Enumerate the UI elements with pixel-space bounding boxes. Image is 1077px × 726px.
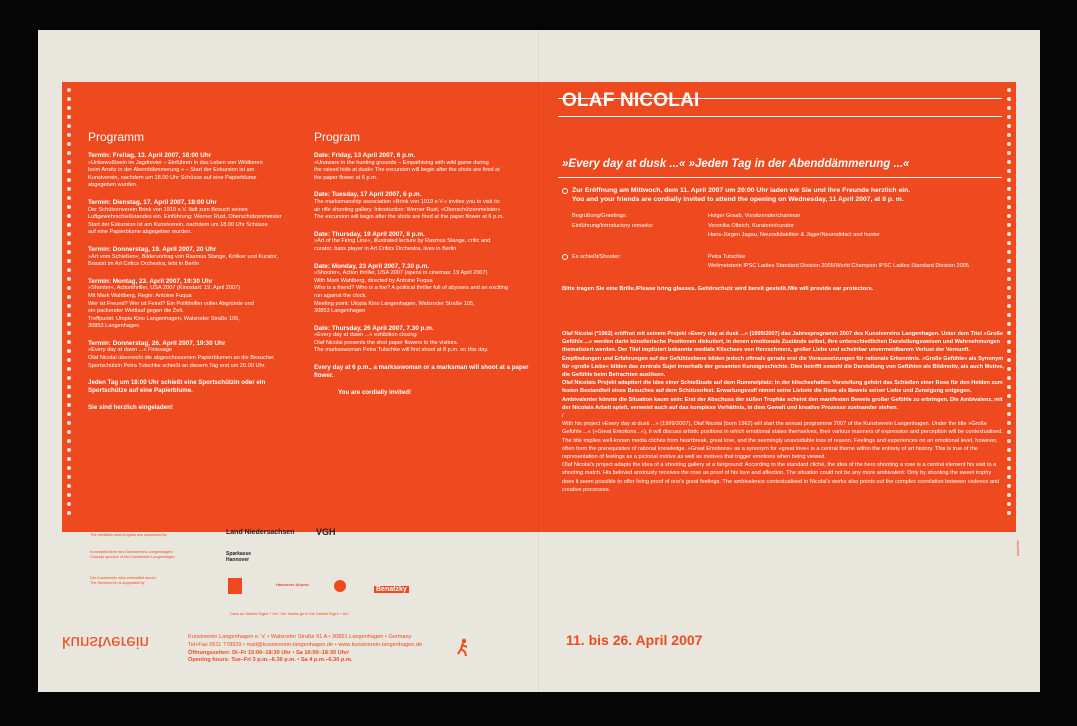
perforation-hole bbox=[67, 250, 71, 254]
perforation-hole bbox=[1007, 313, 1011, 317]
l-logo bbox=[228, 578, 242, 594]
program-heading-de: Programm bbox=[88, 130, 145, 144]
perforation-hole bbox=[1007, 286, 1011, 290]
perforation-hole bbox=[67, 340, 71, 344]
event-line: Luftgewehrschießstandes ein. Einführung: Werner Rust, Oberschützenmeister bbox=[88, 214, 282, 221]
invite-de: Sie sind herzlich eingeladen! bbox=[88, 404, 173, 412]
perforation-hole bbox=[67, 385, 71, 389]
event-de bbox=[88, 278, 298, 331]
perforation-left bbox=[66, 88, 72, 526]
perforation-hole bbox=[67, 232, 71, 236]
event-de bbox=[88, 340, 298, 370]
perforation-hole bbox=[1007, 385, 1011, 389]
event-date: Termin: Montag, 23. April 2007, 19:30 Uhr bbox=[88, 277, 213, 285]
event-line: auf eine Papierblume abgegeben wurden. bbox=[88, 229, 192, 236]
shooter-label: Es schießt/Shooter: bbox=[572, 254, 621, 260]
perforation-hole bbox=[1007, 88, 1011, 92]
perforation-hole bbox=[1007, 466, 1011, 470]
event-date: Date: Tuesday, 17 April 2007, 6 p.m. bbox=[314, 191, 422, 199]
perforation-hole bbox=[1007, 142, 1011, 146]
event-date: Date: Friday, 13 April 2007, 6 p.m. bbox=[314, 152, 416, 159]
perforation-hole bbox=[67, 322, 71, 326]
event-date: Termin: Donnerstag, 19. April 2007, 20 Uhr bbox=[88, 245, 217, 253]
bio-de-1: Olaf Nicolai (*1962) eröffnet mit seinem Projekt »Every day at dusk ...« (1999/2007) das Jahresprogramm 2007 des Kunstvereins Langenhagen. Unter dem Titel »Große Gefühle ...« werden darin künstlerische Positionen diskutiert, in denen emotionale Zustände selbst, ihre unterschiedlichen Darstellungsweisen und Wahrnehmungen thematisiert werden. Der Titel impliziert bekannte mediale Klischees von Herzschmerz, großer Liebe und scheinbar unvermeidbarem Verlust der Vernunft. Empfindungen und Erfahrungen auf der Gefühlsebene bilden jedoch oftmals gerade erst die Voraussetzungen für rationale Erkenntnis. »Große Gefühle« als Synonym für »große Liebe« bilden das zentrale Sujet innerhalb der gesamten Kunstgeschichte. Dies betrifft sowohl die Darstellung von Gefühlen als Bildmotiv, als auch Motive, die Gefühle beim Betrachten auslösen. bbox=[562, 331, 1004, 379]
perforation-hole bbox=[67, 304, 71, 308]
perforation-hole bbox=[1007, 322, 1011, 326]
event-line: the paper flower at 6 p.m. bbox=[314, 174, 378, 181]
perforation-hole bbox=[1007, 430, 1011, 434]
divider bbox=[558, 116, 1002, 117]
address-line: Kunstverein Langenhagen e. V. • Walsroder Straße 91 A • 30851 Langenhagen • Germany bbox=[188, 634, 412, 640]
event-line: the raised hide at dusk« The excursion will begin after the shots are fired at bbox=[314, 167, 500, 174]
event-en bbox=[314, 152, 534, 182]
perforation-hole bbox=[67, 457, 71, 461]
opening-invitation bbox=[562, 186, 1002, 204]
event-line: Kunstverein, nachdem um 18.00 Uhr Schüsse auf eine Papierblume bbox=[88, 174, 257, 181]
perforation-hole bbox=[67, 133, 71, 137]
perforation-hole bbox=[1007, 502, 1011, 506]
event-date: Date: Thursday, 19 April 2007, 8 p.m. bbox=[314, 230, 425, 238]
perforation-hole bbox=[1007, 331, 1011, 335]
greet-label: Begrüßung/Greetings: bbox=[572, 213, 628, 219]
program-heading-en: Program bbox=[314, 130, 361, 144]
perforation-hole bbox=[1007, 277, 1011, 281]
perforation-hole bbox=[67, 475, 71, 479]
perforation-hole bbox=[1007, 421, 1011, 425]
perforation-hole bbox=[1007, 250, 1011, 254]
bio-de-2: Olaf Nicolais Projekt adaptiert die Idee einer Schießbude auf dem Rummelplatz: In der klischeehaften Vorstellung gehört das Schießen einer Rose für den Helden zum festen Bestandteil eines Besuches auf dem Schützenfest. Erwartungsvoll nimmt seine Liebste die Rose als Beweis seiner Liebe und Zuneigung entgegen. Ambivalenter könnte die Situation kaum sein: Erst der Abschuss der süßen Trophäe scheint den manifesten Beweis großer Gefühle zu erbringen. Die Ambivalenz, mit der Nicolais Arbeit spielt, verweist auch auf das komplexe Verhältnis, in dem Gewalt und kreative Prozesse zueinander stehen. bbox=[562, 380, 1003, 411]
event-de bbox=[88, 199, 298, 237]
hours-en: Opening hours: Tue–Fri 3 p.m.–6.30 p.m. • Sa 4 p.m.–6.30 p.m. bbox=[188, 657, 353, 664]
perforation-hole bbox=[67, 142, 71, 146]
perforation-hole bbox=[1007, 178, 1011, 182]
perforation-hole bbox=[1007, 214, 1011, 218]
perforation-hole bbox=[67, 439, 71, 443]
greet-value: Holger Graab, Vorsitzender/chairman bbox=[708, 213, 801, 219]
perforation-hole bbox=[67, 115, 71, 119]
event-line: Wer ist Freund? Wer ist Feind? Ein Politthriller voller Abgründe und bbox=[88, 300, 254, 307]
perforation-hole bbox=[1007, 160, 1011, 164]
land-niedersachsen-logo: Land Niedersachsen bbox=[226, 529, 295, 536]
exhibition-dates: 11. bis 26. April 2007 bbox=[566, 632, 703, 648]
perforation-hole bbox=[67, 367, 71, 371]
perforation-hole bbox=[1007, 511, 1011, 515]
perforation-hole bbox=[1007, 106, 1011, 110]
perforation-hole bbox=[1007, 475, 1011, 479]
perforation-hole bbox=[1007, 295, 1011, 299]
opening-en: You and your friends are cordially invited to attend the opening on Wednesday, 11 April 2007, at 8 p. m. bbox=[572, 196, 904, 203]
perforation-hole bbox=[1007, 340, 1011, 344]
sponsor-label-3-en: The Kunstverein is supported by bbox=[90, 581, 145, 585]
orange-panel bbox=[62, 82, 1016, 532]
perforation-hole bbox=[67, 268, 71, 272]
perforation-hole bbox=[1007, 349, 1011, 353]
event-line: beim Ansitz in der Abenddämmerung « – Start der Exkursion ist am bbox=[88, 167, 255, 174]
sponsor-label-2-en: Concept sponsor of the Kunstverein Langenhagen bbox=[90, 555, 175, 559]
sponsor-label-1-de: Ausstellung und Programm werden gefördert durch/ bbox=[90, 528, 178, 532]
event-line: »Art of the Firing Line«, illustrated lecture by Rasmus Stange, critic and bbox=[314, 238, 491, 245]
event-date: Termin: Donnerstag, 26. April 2007, 19:30 Uhr bbox=[88, 339, 226, 347]
perforation-hole bbox=[67, 313, 71, 317]
perforation-hole bbox=[67, 502, 71, 506]
bio-en-1: With his project »Every day at dusk ...« (1999/2007), Olaf Nicolai (born 1962) will start the annual programme 2007 of the Kunstverein Langenhagen. Under the title »Große Gefühle ...« (»Great Emotions...«), it will discuss artistic positions in which emotional states themselves, their various manners of expression and perception will be contextualised. The title implies well-known media clichés from heartbreak, great love, and the seemingly unavoidable loss of reason. Feelings and experiences on an emotional level, however, often form the prerequisites of rational knowledge. »Great Emotions« as a synonym for »great love« is a central theme within the entirety of art history. This is true of the representation of feelings as a pictorial motive as well as motives that trigger emotions when being viewed. bbox=[562, 421, 1003, 461]
perforation-hole bbox=[1007, 169, 1011, 173]
event-line: 30853 Langenhagen bbox=[88, 323, 140, 330]
kunstverein-wordmark bbox=[62, 632, 182, 652]
event-en bbox=[314, 231, 534, 254]
contact-info bbox=[188, 634, 548, 665]
perforation-hole bbox=[1007, 187, 1011, 191]
sponsor-label-2-de: Konzeptförderer des Kunstvereins Langenhagen/ bbox=[90, 550, 173, 554]
event-date: Termin: Freitag, 13. April 2007, 18:00 Uhr bbox=[88, 152, 212, 159]
vgh-logo: VGH bbox=[316, 527, 336, 537]
airport-logo: Hannover Airport bbox=[276, 582, 309, 587]
sponsor-label-2 bbox=[90, 550, 220, 560]
perforation-hole bbox=[1007, 241, 1011, 245]
perforation-hole bbox=[1007, 376, 1011, 380]
perforation-hole bbox=[67, 169, 71, 173]
event-date: Date: Thursday, 26 April 2007, 7.30 p.m. bbox=[314, 324, 434, 332]
perforation-hole bbox=[1007, 304, 1011, 308]
perforation-hole bbox=[67, 124, 71, 128]
perforation-hole bbox=[1007, 97, 1011, 101]
perforation-hole bbox=[67, 358, 71, 362]
bio-separator: / bbox=[562, 413, 564, 420]
benatzky-logo: Benatzky bbox=[376, 586, 407, 593]
events-en bbox=[314, 152, 534, 355]
perforation-hole bbox=[67, 376, 71, 380]
invite-en: You are cordially invited! bbox=[338, 389, 412, 397]
event-line: »Every day at dawn ...« Finissage bbox=[88, 347, 172, 354]
perforation-hole bbox=[1007, 205, 1011, 209]
perforation-hole bbox=[1007, 115, 1011, 119]
round-logo bbox=[334, 580, 346, 592]
perforation-hole bbox=[67, 97, 71, 101]
perforation-hole bbox=[1007, 439, 1011, 443]
perforation-hole bbox=[67, 403, 71, 407]
event-line: abgegeben wurden. bbox=[88, 182, 138, 189]
event-line: Olaf Nicolai presents the shot paper flowers to the visitors. bbox=[314, 339, 459, 346]
opening-de: Zur Eröffnung am Mittwoch, dem 11. April 2007 um 20:00 Uhr laden wir Sie und Ihre Freunde herzlich ein. bbox=[572, 187, 911, 194]
glasses-note: Bitte tragen Sie eine Brille./Please bring glasses. Gehörschutz wird bereit gestellt./We will provide ear protectors. bbox=[562, 286, 874, 292]
event-de bbox=[88, 152, 298, 190]
intro-label: Einführung/Introductory remarks: bbox=[572, 223, 654, 229]
intro-value-1: Veronika Olbrich, Kuratorin/curator bbox=[708, 223, 794, 229]
event-de bbox=[88, 246, 298, 269]
event-line: The marksswoman Petra Tutschke will first shoot at 8 p.m. on this day. bbox=[314, 347, 489, 354]
perforation-hole bbox=[67, 223, 71, 227]
event-en bbox=[314, 325, 534, 355]
event-line: Der Schützenverein Brink von 1919 e.V. lädt zum Besuch seines bbox=[88, 206, 248, 213]
event-line: With Mark Wahlberg, directed by Antoine Fuqua bbox=[314, 277, 433, 284]
bullet-icon bbox=[562, 254, 568, 260]
perforation-hole bbox=[67, 277, 71, 281]
perforation-hole bbox=[1007, 448, 1011, 452]
event-line: Sportschützin Petra Tutschke schießt an diesem Tag erst um 20.00 Uhr. bbox=[88, 362, 266, 369]
daily-note-de: Jeden Tag um 18:00 Uhr schießt eine Sportschützin oder ein Sportschütze auf eine Papierblume. bbox=[88, 379, 266, 394]
program-column-de bbox=[88, 130, 298, 422]
perforation-hole bbox=[67, 466, 71, 470]
perforation-hole bbox=[1007, 484, 1011, 488]
event-line: Start der Exkursion ist am Kunstverein, nachdem um 18.00 Uhr Schüsse bbox=[88, 221, 268, 228]
event-line: Meeting point: Utopia Kino Langenhagen, Walsroder Straße 105, bbox=[314, 300, 475, 307]
event-line: Who is a friend? Who is a foe? A political thriller full of abysses and an exciting bbox=[314, 285, 509, 292]
perforation-hole bbox=[67, 178, 71, 182]
intro-value-2: Hans-Jürgen Jagau, Neurodidaktiker & Jäger/Neurodidact and hunter bbox=[708, 232, 880, 238]
perforation-hole bbox=[1007, 232, 1011, 236]
shooter-value-1: Petra Tutschke bbox=[708, 254, 746, 260]
sponsor-label-1-en: The exhibition and program are sponsored by bbox=[90, 533, 167, 537]
event-line: The excursion will begin after the shots are fired at the paper flower at 6 p.m. bbox=[314, 214, 504, 221]
perforation-hole bbox=[67, 295, 71, 299]
perforation-hole bbox=[67, 241, 71, 245]
perforation-hole bbox=[1007, 412, 1011, 416]
event-line: »Unbewußtsein im Jagdrevier – Einführen in das Leben von Wildtieren bbox=[88, 159, 263, 166]
perforation-right bbox=[1006, 88, 1012, 526]
sponsor-label-1 bbox=[90, 528, 220, 538]
event-date: Date: Monday, 23 April 2007, 7.30 p.m. bbox=[314, 262, 430, 270]
perforation-hole bbox=[1007, 403, 1011, 407]
perforation-hole bbox=[1007, 133, 1011, 137]
perforation-hole bbox=[1007, 196, 1011, 200]
perforation-hole bbox=[67, 493, 71, 497]
event-line: »Shooter«, Action thriller, USA 2007 (opens in cinemas: 19 April 2007) bbox=[314, 270, 488, 277]
perforation-hole bbox=[1007, 358, 1011, 362]
project-text bbox=[562, 330, 1004, 494]
event-line: The marksmanship association »Brink von 1919 e.V.« invites you to visit its bbox=[314, 198, 500, 205]
perforation-hole bbox=[67, 331, 71, 335]
perforation-hole bbox=[1007, 394, 1011, 398]
wordmark-text: kunstverein bbox=[62, 633, 149, 652]
event-line: Mit Mark Wahlberg, Regie: Antoine Fuqua bbox=[88, 292, 192, 299]
perforation-hole bbox=[67, 106, 71, 110]
divider bbox=[558, 177, 1002, 178]
perforation-hole bbox=[1007, 124, 1011, 128]
perforation-hole bbox=[67, 448, 71, 452]
hours-de: Öffnungszeiten: Di–Fr 15:00–18:30 Uhr • Sa 16:00–18:30 Uhr/ bbox=[188, 649, 349, 656]
event-line: »Every day at dawn ...« exhibition closing bbox=[314, 332, 417, 339]
event-line: »Shooter«, Actionthriller, USA 2007 (Kinostart: 19. April 2007) bbox=[88, 285, 241, 292]
perforation-hole bbox=[1007, 457, 1011, 461]
perforation-hole bbox=[67, 484, 71, 488]
perforation-hole bbox=[1007, 493, 1011, 497]
contact-line: Tel+Fax 0511 778929 • mail@kunstverein-langenhagen.de • www.kunstverein-langenhagen.de bbox=[188, 641, 423, 648]
artist-name: OLAF NICOLAI bbox=[562, 90, 700, 111]
event-line: »Art vom Schießen«, Bildervortrag von Rasmus Stange, Kritiker und Kurator, bbox=[88, 253, 278, 260]
event-en bbox=[314, 263, 534, 316]
program-column-en bbox=[314, 130, 534, 407]
perforation-hole bbox=[67, 160, 71, 164]
sponsor-label-3 bbox=[90, 576, 220, 586]
event-line: run against the clock. bbox=[314, 292, 367, 299]
events-de bbox=[88, 152, 298, 370]
perforation-hole bbox=[1007, 151, 1011, 155]
event-line: ein packender Wettlauf gegen die Zeit. bbox=[88, 308, 184, 315]
event-date: Termin: Dienstag, 17. April 2007, 18:00 Uhr bbox=[88, 198, 217, 206]
event-line: Treffpunkt: Utopia Kino Langenhagen, Walsroder Straße 105, bbox=[88, 315, 240, 322]
perforation-hole bbox=[67, 430, 71, 434]
runner-icon bbox=[456, 638, 470, 656]
event-line: Olaf Nicolai überreicht die abgeschossenen Papierblumen an die Besucher. bbox=[88, 355, 276, 362]
perforation-hole bbox=[67, 151, 71, 155]
perforation-hole bbox=[67, 394, 71, 398]
event-line: Bassist im Art Critics Orchestra, lebt in Berlin bbox=[88, 261, 199, 268]
thanks-line: Dank an Galerie Eigen + Art / Our thanks go to the Galerie Eigen + Art bbox=[230, 612, 348, 616]
bio-en-2: Olaf Nicolai's project adapts the idea of a shooting gallery at a fairground: According to the standard cliché, the idea of the hero shooting a rose is a central element his visit to a shooting match. His beloved anxiously receives the rose as proof of his love and affection. The situation could not be any more ambivalent: Only by shooting the sweet trophy does it seem possible to offer living proof of one's great feelings. The ambivalence contextualised in Nicolai's works also points out the complex correlation between violence and creative processes. bbox=[562, 462, 1000, 493]
perforation-hole bbox=[67, 349, 71, 353]
sparkasse-logo: Sparkasse Hannover bbox=[226, 551, 252, 563]
perforation-hole bbox=[67, 196, 71, 200]
exhibition-title: »Every day at dusk ...« »Jeden Tag in der Abenddämmerung ...« bbox=[562, 158, 910, 170]
perforation-hole bbox=[67, 511, 71, 515]
event-line: curator, bass player in Art Critics Orchestra, lives in Berlin bbox=[314, 245, 457, 252]
daily-note-en: Every day at 6 p.m., a marksswoman or a marksman will shoot at a paper flower. bbox=[314, 364, 529, 379]
perforation-hole bbox=[67, 286, 71, 290]
shooter-value-2: Weltmeisterin IPSC Ladies Standard Division 2005/World Champion IPSC Ladies Standard Division 2005 bbox=[708, 263, 969, 269]
poster bbox=[38, 30, 1040, 692]
event-line: air rifle shooting gallery. Introduction: Werner Rust, »Oberschützenmeister« bbox=[314, 206, 501, 213]
perforation-hole bbox=[67, 412, 71, 416]
sponsor-label-3-de: Der Kunstverein wird unterstützt durch/ bbox=[90, 576, 156, 580]
perforation-hole bbox=[67, 214, 71, 218]
perforation-hole bbox=[67, 421, 71, 425]
perforation-hole bbox=[67, 187, 71, 191]
event-en bbox=[314, 191, 534, 221]
perforation-hole bbox=[67, 88, 71, 92]
bullet-icon bbox=[562, 188, 568, 194]
perforation-hole bbox=[1007, 223, 1011, 227]
perforation-hole bbox=[1007, 367, 1011, 371]
event-line: 30853 Langenhagen bbox=[314, 308, 366, 315]
event-line: »Unaware in the hunting grounds – Empathising with wild game during bbox=[314, 159, 489, 166]
vertical-credit: lalala/fritz bbox=[1016, 540, 1020, 557]
perforation-hole bbox=[67, 205, 71, 209]
perforation-hole bbox=[67, 259, 71, 263]
